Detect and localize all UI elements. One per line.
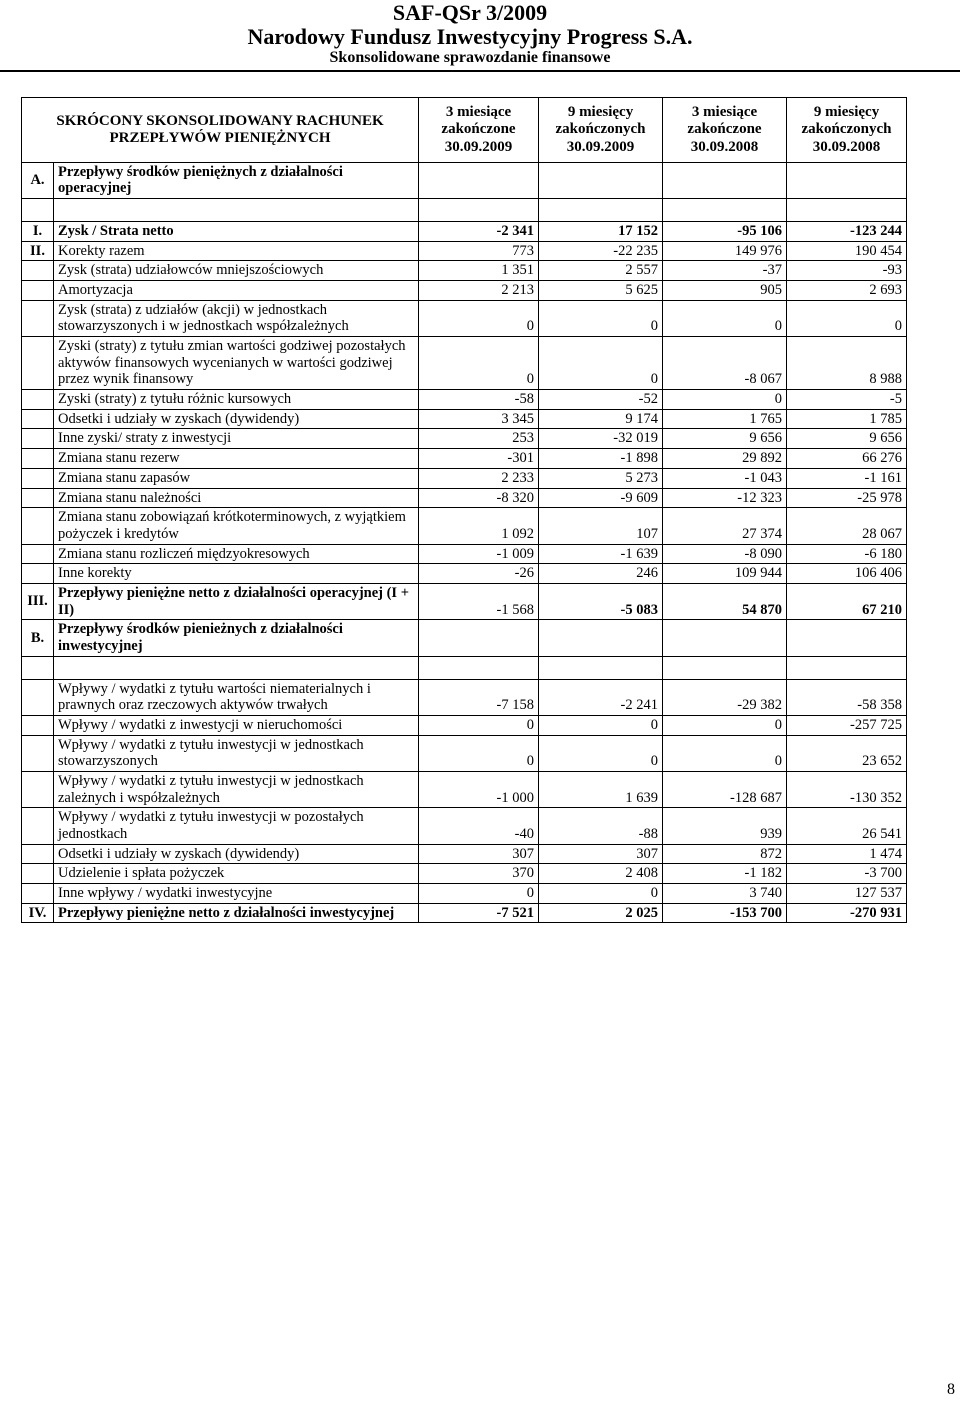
- row-label: Zmiana stanu zobowiązań krótkoterminowych, z wyjątkiem pożyczek i kredytów: [54, 508, 419, 544]
- table-row: [22, 735, 907, 771]
- value-cell: 872: [663, 844, 787, 864]
- value-cell: 9 174: [539, 409, 663, 429]
- table-row: [22, 261, 907, 281]
- column-header-4: 9 miesięcy zakończonych 30.09.2008: [787, 98, 907, 163]
- spacer-row: [22, 199, 907, 222]
- section-label: Przepływy środków pienieżnych z działalności inwestycyjnej: [54, 620, 419, 656]
- value-cell: 106 406: [787, 564, 907, 584]
- table-row: [22, 390, 907, 410]
- value-cell: 0: [539, 883, 663, 903]
- table-row: [22, 544, 907, 564]
- row-number: [22, 735, 54, 771]
- value-cell: 66 276: [787, 449, 907, 469]
- row-label: Zmiana stanu zapasów: [54, 468, 419, 488]
- value-cell: 246: [539, 564, 663, 584]
- table-row: [22, 508, 907, 544]
- value-cell: -2 341: [419, 222, 539, 242]
- value-cell: -7 521: [419, 903, 539, 923]
- value-cell: -37: [663, 261, 787, 281]
- row-label: Inne zyski/ straty z inwestycji: [54, 429, 419, 449]
- table-row: [22, 300, 907, 336]
- value-cell: 2 233: [419, 468, 539, 488]
- row-label: Zysk (strata) z udziałów (akcji) w jednostkach stowarzyszonych i w jednostkach współzależnych: [54, 300, 419, 336]
- value-cell: 26 541: [787, 808, 907, 844]
- value-cell: 0: [787, 300, 907, 336]
- value-cell: -93: [787, 261, 907, 281]
- value-cell: 370: [419, 864, 539, 884]
- table-row: [22, 864, 907, 884]
- row-label: Odsetki i udziały w zyskach (dywidendy): [54, 844, 419, 864]
- column-header-3: 3 miesiące zakończone 30.09.2008: [663, 98, 787, 163]
- value-cell: -8 320: [419, 488, 539, 508]
- value-cell: -1 000: [419, 771, 539, 807]
- row-label: Przepływy pieniężne netto z działalności inwestycyjnej: [54, 903, 419, 923]
- value-cell: 149 976: [663, 241, 787, 261]
- row-label: Wpływy / wydatki z tytułu inwestycji w pozostałych jednostkach: [54, 808, 419, 844]
- empty-cell: [22, 199, 54, 222]
- value-cell: -12 323: [663, 488, 787, 508]
- value-cell: -8 067: [663, 337, 787, 390]
- value-cell: 9 656: [787, 429, 907, 449]
- value-cell: -1 639: [539, 544, 663, 564]
- value-cell: 0: [419, 735, 539, 771]
- value-cell: 29 892: [663, 449, 787, 469]
- value-cell: -32 019: [539, 429, 663, 449]
- value-cell: 1 474: [787, 844, 907, 864]
- row-label: Przepływy pieniężne netto z działalności operacyjnej (I + II): [54, 583, 419, 619]
- empty-cell: [663, 199, 787, 222]
- value-cell: 1 785: [787, 409, 907, 429]
- value-cell: -128 687: [663, 771, 787, 807]
- value-cell: -1 568: [419, 583, 539, 619]
- table-header-row: [22, 98, 907, 163]
- report-subtitle: Skonsolidowane sprawozdanie finansowe: [329, 49, 611, 66]
- row-number: [22, 715, 54, 735]
- row-number: [22, 844, 54, 864]
- table-row: [22, 771, 907, 807]
- value-cell: -257 725: [787, 715, 907, 735]
- row-number: [22, 300, 54, 336]
- table-row: [22, 844, 907, 864]
- row-number: [22, 390, 54, 410]
- table-row: [22, 409, 907, 429]
- row-number: I.: [22, 222, 54, 242]
- table-row: [22, 449, 907, 469]
- row-number: [22, 337, 54, 390]
- value-cell: -270 931: [787, 903, 907, 923]
- value-cell: 773: [419, 241, 539, 261]
- value-cell: -1 182: [663, 864, 787, 884]
- table-row: [22, 715, 907, 735]
- value-cell: 27 374: [663, 508, 787, 544]
- row-label: Amortyzacja: [54, 281, 419, 301]
- section-header-row: [22, 620, 907, 656]
- value-cell: 2 557: [539, 261, 663, 281]
- value-cell: -5: [787, 390, 907, 410]
- row-number: [22, 508, 54, 544]
- row-number: B.: [22, 620, 54, 656]
- value-cell: 3 345: [419, 409, 539, 429]
- value-cell: -7 158: [419, 679, 539, 715]
- value-cell: 1 092: [419, 508, 539, 544]
- value-cell: [419, 162, 539, 198]
- row-number: II.: [22, 241, 54, 261]
- row-label: Zyski (straty) z tytułu różnic kursowych: [54, 390, 419, 410]
- report-code: SAF-QSr 3/2009: [392, 0, 548, 25]
- table-row: [22, 281, 907, 301]
- value-cell: 1 351: [419, 261, 539, 281]
- row-label: Zmiana stanu rezerw: [54, 449, 419, 469]
- value-cell: 3 740: [663, 883, 787, 903]
- value-cell: -58: [419, 390, 539, 410]
- row-number: [22, 771, 54, 807]
- table-title: SKRÓCONY SKONSOLIDOWANY RACHUNEK PRZEPŁYWÓW PIENIĘŻNYCH: [22, 98, 419, 163]
- value-cell: -25 978: [787, 488, 907, 508]
- value-cell: 307: [539, 844, 663, 864]
- row-number: [22, 864, 54, 884]
- section-header-row: [22, 162, 907, 198]
- value-cell: 0: [539, 715, 663, 735]
- table-row: [22, 808, 907, 844]
- value-cell: 0: [539, 337, 663, 390]
- value-cell: 1 765: [663, 409, 787, 429]
- empty-cell: [54, 199, 419, 222]
- empty-cell: [787, 199, 907, 222]
- value-cell: 307: [419, 844, 539, 864]
- value-cell: [663, 162, 787, 198]
- value-cell: 54 870: [663, 583, 787, 619]
- page-number: 8: [947, 1381, 955, 1398]
- value-cell: -123 244: [787, 222, 907, 242]
- value-cell: -6 180: [787, 544, 907, 564]
- row-number: [22, 679, 54, 715]
- value-cell: 127 537: [787, 883, 907, 903]
- value-cell: 8 988: [787, 337, 907, 390]
- row-label: Zysk (strata) udziałowców mniejszościowych: [54, 261, 419, 281]
- value-cell: 1 639: [539, 771, 663, 807]
- value-cell: -153 700: [663, 903, 787, 923]
- table-row: [22, 222, 907, 242]
- row-number: A.: [22, 162, 54, 198]
- value-cell: 190 454: [787, 241, 907, 261]
- row-label: Wpływy / wydatki z tytułu wartości niematerialnych i prawnych oraz rzeczowych aktywów trwałych: [54, 679, 419, 715]
- row-number: [22, 808, 54, 844]
- value-cell: -9 609: [539, 488, 663, 508]
- spacer-row: [22, 656, 907, 679]
- value-cell: 0: [419, 300, 539, 336]
- row-number: [22, 261, 54, 281]
- company-name: Narodowy Fundusz Inwestycyjny Progress S.A.: [247, 24, 693, 49]
- value-cell: -52: [539, 390, 663, 410]
- value-cell: [539, 162, 663, 198]
- value-cell: -1 161: [787, 468, 907, 488]
- table-row: [22, 429, 907, 449]
- row-number: [22, 488, 54, 508]
- row-label: Korekty razem: [54, 241, 419, 261]
- value-cell: -95 106: [663, 222, 787, 242]
- value-cell: -130 352: [787, 771, 907, 807]
- value-cell: 28 067: [787, 508, 907, 544]
- value-cell: 23 652: [787, 735, 907, 771]
- row-label: Zmiana stanu należności: [54, 488, 419, 508]
- value-cell: 2 408: [539, 864, 663, 884]
- row-number: [22, 564, 54, 584]
- value-cell: -88: [539, 808, 663, 844]
- value-cell: 67 210: [787, 583, 907, 619]
- value-cell: -1 898: [539, 449, 663, 469]
- empty-cell: [419, 656, 539, 679]
- row-label: Udzielenie i spłata pożyczek: [54, 864, 419, 884]
- value-cell: 905: [663, 281, 787, 301]
- row-number: [22, 883, 54, 903]
- value-cell: 0: [539, 300, 663, 336]
- row-label: Zysk / Strata netto: [54, 222, 419, 242]
- table-row: [22, 488, 907, 508]
- empty-cell: [54, 656, 419, 679]
- table-row: [22, 679, 907, 715]
- value-cell: -301: [419, 449, 539, 469]
- value-cell: -26: [419, 564, 539, 584]
- row-label: Zmiana stanu rozliczeń międzyokresowych: [54, 544, 419, 564]
- row-label: Inne korekty: [54, 564, 419, 584]
- value-cell: 0: [419, 337, 539, 390]
- row-number: III.: [22, 583, 54, 619]
- header-divider: [0, 70, 960, 72]
- value-cell: -22 235: [539, 241, 663, 261]
- row-number: [22, 468, 54, 488]
- table-row: [22, 903, 907, 923]
- value-cell: 5 625: [539, 281, 663, 301]
- table-row: [22, 337, 907, 390]
- value-cell: 0: [539, 735, 663, 771]
- value-cell: -1 043: [663, 468, 787, 488]
- row-label: Wpływy / wydatki z tytułu inwestycji w jednostkach stowarzyszonych: [54, 735, 419, 771]
- row-number: [22, 281, 54, 301]
- row-label: Inne wpływy / wydatki inwestycyjne: [54, 883, 419, 903]
- value-cell: -58 358: [787, 679, 907, 715]
- value-cell: 17 152: [539, 222, 663, 242]
- row-number: [22, 429, 54, 449]
- value-cell: [787, 620, 907, 656]
- value-cell: [663, 620, 787, 656]
- empty-cell: [663, 656, 787, 679]
- table-row: [22, 883, 907, 903]
- value-cell: -3 700: [787, 864, 907, 884]
- value-cell: 107: [539, 508, 663, 544]
- value-cell: 0: [663, 715, 787, 735]
- row-number: [22, 544, 54, 564]
- column-header-2: 9 miesięcy zakończonych 30.09.2009: [539, 98, 663, 163]
- row-label: Wpływy / wydatki z tytułu inwestycji w jednostkach zależnych i współzależnych: [54, 771, 419, 807]
- row-label: Zyski (straty) z tytułu zmian wartości godziwej pozostałych aktywów finansowych wycenianych w wartości godziwej przez wynik finansowy: [54, 337, 419, 390]
- value-cell: 0: [663, 390, 787, 410]
- row-number: [22, 449, 54, 469]
- cash-flow-table: [21, 97, 907, 923]
- section-label: Przepływy środków pieniężnych z działalności operacyjnej: [54, 162, 419, 198]
- value-cell: -1 009: [419, 544, 539, 564]
- value-cell: -5 083: [539, 583, 663, 619]
- table-row: [22, 241, 907, 261]
- empty-cell: [539, 656, 663, 679]
- value-cell: 0: [663, 735, 787, 771]
- value-cell: 2 693: [787, 281, 907, 301]
- value-cell: 0: [663, 300, 787, 336]
- value-cell: [539, 620, 663, 656]
- table-row: [22, 583, 907, 619]
- empty-cell: [539, 199, 663, 222]
- value-cell: 2 213: [419, 281, 539, 301]
- empty-cell: [22, 656, 54, 679]
- value-cell: -2 241: [539, 679, 663, 715]
- empty-cell: [419, 199, 539, 222]
- value-cell: -29 382: [663, 679, 787, 715]
- value-cell: 0: [419, 715, 539, 735]
- value-cell: 0: [419, 883, 539, 903]
- column-header-1: 3 miesiące zakończone 30.09.2009: [419, 98, 539, 163]
- value-cell: 109 944: [663, 564, 787, 584]
- value-cell: 939: [663, 808, 787, 844]
- table-row: [22, 564, 907, 584]
- value-cell: [419, 620, 539, 656]
- row-number: [22, 409, 54, 429]
- row-label: Wpływy / wydatki z inwestycji w nieruchomości: [54, 715, 419, 735]
- empty-cell: [787, 656, 907, 679]
- value-cell: -40: [419, 808, 539, 844]
- value-cell: 2 025: [539, 903, 663, 923]
- value-cell: 253: [419, 429, 539, 449]
- row-label: Odsetki i udziały w zyskach (dywidendy): [54, 409, 419, 429]
- value-cell: [787, 162, 907, 198]
- table-row: [22, 468, 907, 488]
- value-cell: 9 656: [663, 429, 787, 449]
- value-cell: 5 273: [539, 468, 663, 488]
- row-number: IV.: [22, 903, 54, 923]
- value-cell: -8 090: [663, 544, 787, 564]
